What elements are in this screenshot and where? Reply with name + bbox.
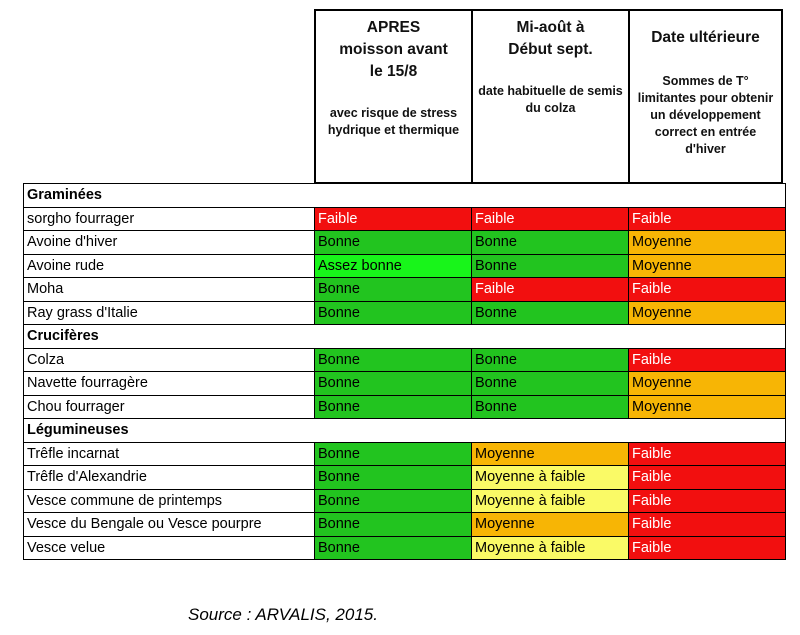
category-row: [24, 325, 786, 349]
crop-name: Avoine d'hiver: [24, 231, 315, 255]
rating-cell: Moyenne à faible: [472, 466, 629, 490]
rating-cell: Bonne: [315, 278, 472, 302]
rating-cell: Faible: [629, 489, 786, 513]
rating-cell: Bonne: [315, 442, 472, 466]
rating-cell: Faible: [629, 536, 786, 560]
rating-cell: Moyenne: [629, 301, 786, 325]
header-col-3-title: Date ultérieure: [651, 29, 760, 46]
crop-name: Moha: [24, 278, 315, 302]
header-col-1: [314, 9, 471, 184]
crop-name: Chou fourrager: [24, 395, 315, 419]
rating-cell: Bonne: [315, 348, 472, 372]
header-col-2-title: Mi-août à Début sept.: [508, 19, 593, 58]
rating-cell: Moyenne: [472, 442, 629, 466]
crop-name: Colza: [24, 348, 315, 372]
crop-name: Vesce velue: [24, 536, 315, 560]
category-label: Légumineuses: [24, 419, 786, 443]
rating-cell: Bonne: [472, 395, 629, 419]
rating-cell: Faible: [472, 278, 629, 302]
rating-cell: Faible: [315, 207, 472, 231]
header-col-2-subtitle: date habituelle de semis du colza: [478, 84, 623, 115]
rating-cell: Moyenne à faible: [472, 489, 629, 513]
rating-cell: Faible: [629, 442, 786, 466]
rating-cell: Bonne: [315, 513, 472, 537]
suitability-table: [23, 183, 786, 560]
table-row: [24, 372, 786, 396]
crop-name: Trêfle incarnat: [24, 442, 315, 466]
crop-name: sorgho fourrager: [24, 207, 315, 231]
table-row: [24, 395, 786, 419]
crop-name: Vesce commune de printemps: [24, 489, 315, 513]
rating-cell: Bonne: [315, 231, 472, 255]
table-row: [24, 254, 786, 278]
rating-cell: Moyenne: [629, 395, 786, 419]
header-col-1-subtitle: avec risque de stress hydrique et thermique: [327, 106, 460, 137]
rating-cell: Moyenne: [629, 254, 786, 278]
rating-cell: Bonne: [472, 254, 629, 278]
rating-cell: Faible: [629, 466, 786, 490]
header-col-2: [471, 9, 628, 184]
category-row: [24, 184, 786, 208]
rating-cell: Faible: [472, 207, 629, 231]
rating-cell: Bonne: [315, 372, 472, 396]
rating-cell: Faible: [629, 207, 786, 231]
rating-cell: Bonne: [315, 301, 472, 325]
rating-cell: Faible: [629, 348, 786, 372]
crop-name: Ray grass d'Italie: [24, 301, 315, 325]
rating-cell: Bonne: [472, 231, 629, 255]
rating-cell: Bonne: [315, 536, 472, 560]
table-row: [24, 489, 786, 513]
header-col-1-title: APRES moisson avant le 15/8: [339, 19, 448, 80]
rating-cell: Moyenne à faible: [472, 536, 629, 560]
rating-cell: Bonne: [315, 466, 472, 490]
table-row: [24, 348, 786, 372]
table-row: [24, 536, 786, 560]
category-row: [24, 419, 786, 443]
rating-cell: Faible: [629, 513, 786, 537]
rating-cell: Faible: [629, 278, 786, 302]
table-row: [24, 513, 786, 537]
crop-name: Vesce du Bengale ou Vesce pourpre: [24, 513, 315, 537]
category-label: Graminées: [24, 184, 786, 208]
header-col-3: [628, 9, 783, 184]
rating-cell: Moyenne: [472, 513, 629, 537]
table-row: [24, 207, 786, 231]
table-row: [24, 278, 786, 302]
rating-cell: Moyenne: [629, 231, 786, 255]
table-row: [24, 231, 786, 255]
table-row: [24, 466, 786, 490]
rating-cell: Bonne: [472, 348, 629, 372]
source-caption: Source : ARVALIS, 2015.: [188, 605, 378, 624]
category-label: Crucifères: [24, 325, 786, 349]
crop-name: Avoine rude: [24, 254, 315, 278]
rating-cell: Bonne: [315, 489, 472, 513]
rating-cell: Assez bonne: [315, 254, 472, 278]
crop-name: Navette fourragère: [24, 372, 315, 396]
rating-cell: Bonne: [472, 301, 629, 325]
rating-cell: Bonne: [472, 372, 629, 396]
rating-cell: Moyenne: [629, 372, 786, 396]
crop-name: Trêfle d'Alexandrie: [24, 466, 315, 490]
table-row: [24, 301, 786, 325]
table-row: [24, 442, 786, 466]
header-col-3-subtitle: Sommes de T° limitantes pour obtenir un développement correct en entrée d'hiver: [637, 74, 774, 156]
rating-cell: Bonne: [315, 395, 472, 419]
